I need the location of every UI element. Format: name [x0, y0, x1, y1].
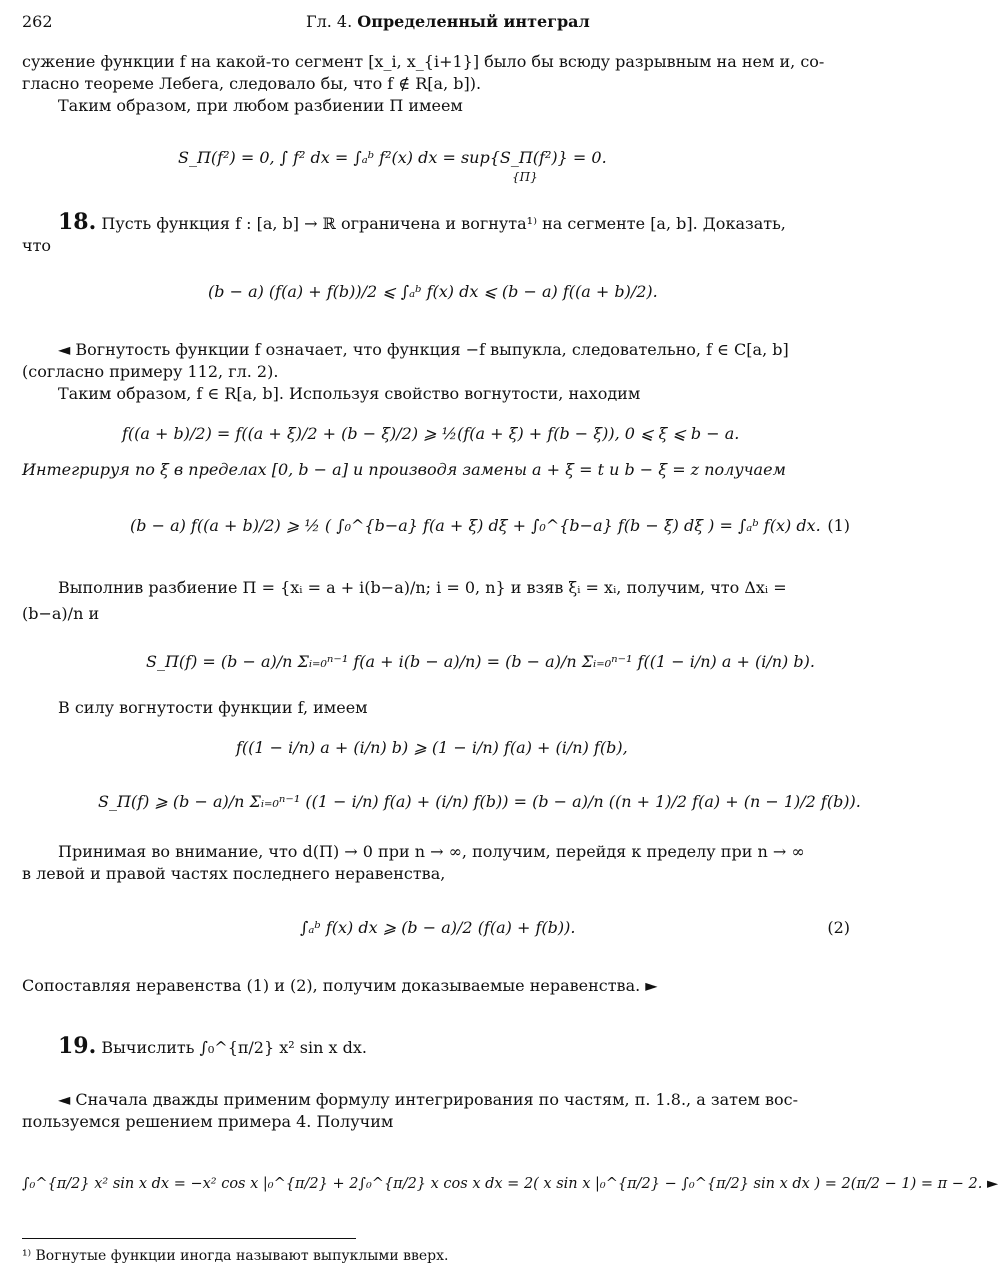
formula-integral-estimate: (b − a) f((a + b)/2) ⩾ ½ ( ∫₀^{b−a} f(a + ξ) dξ + ∫₀^{b−a} f(b − ξ) dξ ) = ∫ₐᵇ f(x) dx.: [130, 516, 821, 535]
equation-number: (1): [827, 516, 850, 535]
formula-concavity-point: f((1 − i/n) a + (i/n) b) ⩾ (1 − i/n) f(a) + (i/n) f(b),: [236, 738, 628, 757]
paragraph-line: в левой и правой частях последнего неравенства,: [22, 864, 446, 883]
paragraph-line: Сопоставляя неравенства (1) и (2), получим доказываемые неравенства. ►: [22, 976, 658, 995]
formula-sum-estimate: S_Π(f) ⩾ (b − a)/n Σᵢ₌₀ⁿ⁻¹ ((1 − i/n) f(a) + (i/n) f(b)) = (b − a)/n ((n + 1)/2 f(a) + (n − 1)/2 f(b)).: [98, 792, 861, 811]
formula-sup-subscript: {Π}: [512, 170, 538, 184]
formula-darboux-sum: S_Π(f²) = 0, ∫ f² dx = ∫ₐᵇ f²(x) dx = sup{S_Π(f²)} = 0.: [178, 148, 607, 167]
formula-lower-bound: ∫ₐᵇ f(x) dx ⩾ (b − a)/2 (f(a) + f(b)).: [300, 918, 576, 937]
chapter-label: Гл. 4.: [306, 12, 353, 31]
problem-text: Вычислить ∫₀^{π/2} x² sin x dx.: [101, 1038, 367, 1057]
problem-number: 19.: [58, 1033, 97, 1059]
paragraph-line: Интегрируя по ξ в пределах [0, b − a] и производя замены a + ξ = t и b − ξ = z получаем: [22, 460, 786, 479]
formula-hadamard-inequality: (b − a) (f(a) + f(b))/2 ⩽ ∫ₐᵇ f(x) dx ⩽ (b − a) f((a + b)/2).: [208, 282, 658, 301]
formula-riemann-sum: S_Π(f) = (b − a)/n Σᵢ₌₀ⁿ⁻¹ f(a + i(b − a)/n) = (b − a)/n Σᵢ₌₀ⁿ⁻¹ f((1 − i/n) a + (i/n) b).: [146, 652, 815, 671]
problem-text: Пусть функция f : [a, b] → ℝ ограничена и вогнута¹⁾ на сегменте [a, b]. Доказать,: [101, 214, 786, 233]
paragraph-line: (согласно примеру 112, гл. 2).: [22, 362, 279, 381]
formula-concavity: f((a + b)/2) = f((a + ξ)/2 + (b − ξ)/2) ⩾ ½(f(a + ξ) + f(b − ξ)), 0 ⩽ ξ ⩽ b − a.: [122, 424, 740, 443]
paragraph-line: сужение функции f на какой-то сегмент [x_i, x_{i+1}] было бы всюду разрывным на нем и, со-: [22, 52, 825, 71]
paragraph-line: (b−a)/n и: [22, 604, 100, 623]
page-number: 262: [22, 12, 53, 31]
footnote: ¹⁾ Вогнутые функции иногда называют выпуклыми вверх.: [22, 1248, 449, 1264]
problem-18-statement: [58, 209, 786, 235]
paragraph-line: В силу вогнутости функции f, имеем: [58, 698, 368, 717]
paragraph-line: Таким образом, f ∈ R[a, b]. Используя свойство вогнутости, находим: [58, 384, 641, 403]
paragraph-line: Принимая во внимание, что d(Π) → 0 при n → ∞, получим, перейдя к пределу при n → ∞: [58, 842, 805, 861]
problem-19-statement: [58, 1033, 367, 1059]
formula-integration-by-parts: ∫₀^{π/2} x² sin x dx = −x² cos x |₀^{π/2} + 2∫₀^{π/2} x cos x dx = 2( x sin x |₀^{π/2} − ∫₀^{π/2} sin x dx ) = 2(π/2 − 1) = π − 2. ►: [22, 1176, 998, 1192]
paragraph-line: пользуемся решением примера 4. Получим: [22, 1112, 394, 1131]
paragraph-line: Таким образом, при любом разбиении Π имеем: [58, 96, 463, 115]
equation-number: (2): [827, 918, 850, 937]
footnote-divider: [22, 1238, 356, 1239]
paragraph-line: ◄ Сначала дважды применим формулу интегрирования по частям, п. 1.8., а затем вос-: [58, 1090, 798, 1109]
paragraph-line: что: [22, 236, 52, 255]
paragraph-line: ◄ Вогнутость функции f означает, что функция −f выпукла, следовательно, f ∈ C[a, b]: [58, 340, 789, 359]
paragraph-line: Выполнив разбиение Π = {xᵢ = a + i(b−a)/n; i = 0, n} и взяв ξᵢ = xᵢ, получим, что Δxᵢ =: [58, 578, 787, 597]
running-header: [306, 12, 590, 31]
chapter-title: Определенный интеграл: [357, 12, 590, 31]
paragraph-line: гласно теореме Лебега, следовало бы, что f ∉ R[a, b]).: [22, 74, 482, 93]
problem-number: 18.: [58, 209, 97, 235]
